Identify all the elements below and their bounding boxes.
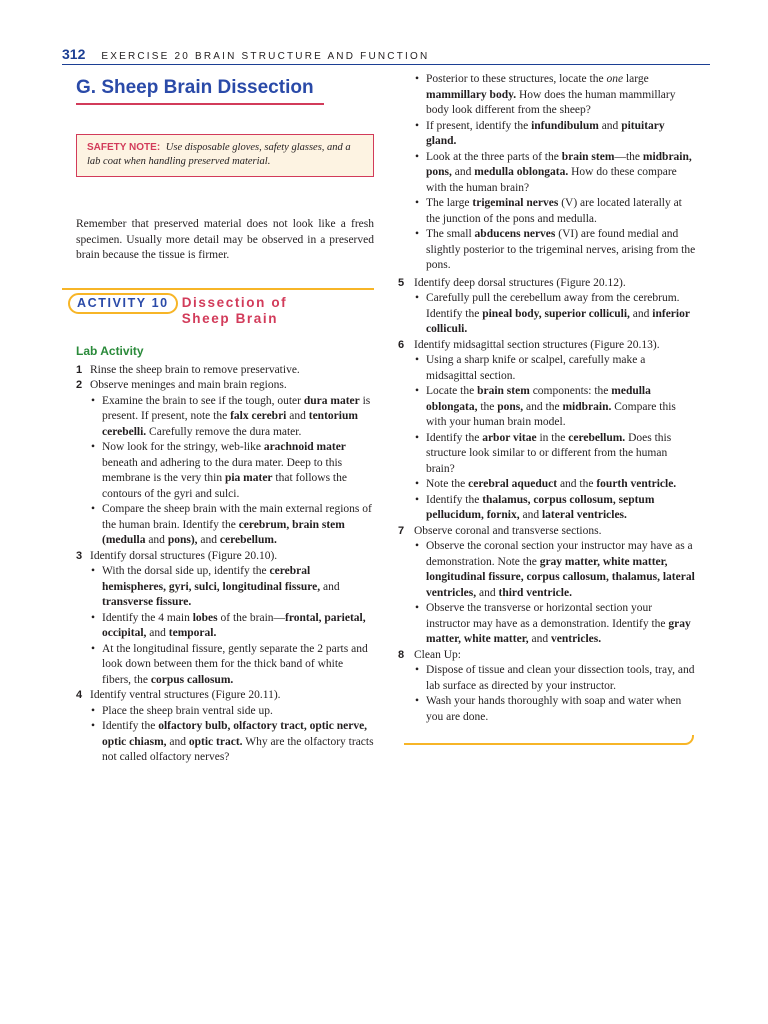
substep-list <box>414 353 696 524</box>
activity-label: ACTIVITY 10 <box>68 293 178 314</box>
step-text: Rinse the sheep brain to remove preservative. <box>90 363 300 376</box>
section-title: G. Sheep Brain Dissection <box>76 77 314 98</box>
steps-list-right <box>396 276 696 726</box>
substep-item: • The small abducens nerves (VI) are found medial and slightly posterior to the trigeminal nerves, arising from the pons. <box>414 227 696 274</box>
substep-item: • Observe the coronal section your instructor may have as a demonstration. Note the gray matter, white matter, longitudinal fissure, corpus callosum, thalamus, lateral ventricles, and third ventricle. <box>414 539 696 601</box>
substep-item: • At the longitudinal fissure, gently separate the 2 parts and look down between them for the thick band of white fibers, the corpus callosum. <box>90 642 374 689</box>
step-item <box>62 688 374 766</box>
substep-item: • Identify the olfactory bulb, olfactory tract, optic nerve, optic chiasm, and optic tract. Why are the olfactory tracts not called olfactory nerves? <box>90 719 374 766</box>
safety-note-text: Use disposable gloves, safety glasses, and a lab coat when handling preserved material. <box>87 142 351 167</box>
substep-list <box>414 291 696 338</box>
step-item <box>62 549 374 689</box>
step-number: 5 <box>398 276 405 289</box>
substep-item: • Carefully pull the cerebellum away from the cerebrum. Identify the pineal body, superior colliculi, and inferior colliculi. <box>414 291 696 338</box>
substep-item: • Dispose of tissue and clean your dissection tools, tray, and lab surface as directed by your instructor. <box>414 663 696 694</box>
safety-note-box <box>76 134 374 177</box>
substep-item: • Note the cerebral aqueduct and the fourth ventricle. <box>414 477 696 493</box>
substep-item: • Place the sheep brain ventral side up. <box>90 704 374 720</box>
safety-note-label: SAFETY NOTE: <box>87 142 161 153</box>
running-head: EXERCISE 20 BRAIN STRUCTURE AND FUNCTION <box>101 51 430 62</box>
substep-item: • Identify the 4 main lobes of the brain—frontal, parietal, occipital, and temporal. <box>90 611 374 642</box>
step-number: 2 <box>76 379 83 391</box>
step-item <box>396 524 696 648</box>
substep-item: • Identify the arbor vitae in the cerebellum. Does this structure look similar to or different from the human brain? <box>414 431 696 478</box>
substep-list <box>90 704 374 766</box>
step-number: 6 <box>398 338 405 351</box>
page-number: 312 <box>62 46 86 62</box>
substep-item: • Compare the sheep brain with the main external regions of the human brain. Identify the cerebrum, brain stem (medulla and pons), and cerebellum. <box>90 502 374 549</box>
substep-item: • With the dorsal side up, identify the cerebral hemispheres, gyri, sulci, longitudinal fissure, and transverse fissure. <box>90 564 374 611</box>
lab-activity-heading: Lab Activity <box>76 343 144 358</box>
substep-item: • The large trigeminal nerves (V) are located laterally at the junction of the pons and medulla. <box>414 196 696 227</box>
substep-item: • Look at the three parts of the brain stem—the midbrain, pons, and medulla oblongata. How do these compare with the human brain? <box>414 150 696 197</box>
substep-list <box>90 394 374 549</box>
header-rule <box>62 64 710 65</box>
substep-item: • Identify the thalamus, corpus collosum, septum pellucidum, fornix, and lateral ventricles. <box>414 493 696 524</box>
page-header <box>62 46 702 64</box>
step-text: Clean Up: <box>414 648 461 661</box>
substep-item: • Wash your hands thoroughly with soap and water when you are done. <box>414 694 696 725</box>
substep-item: • Locate the brain stem components: the medulla oblongata, the pons, and the midbrain. Compare this with your human brain model. <box>414 384 696 431</box>
activity-banner <box>68 293 374 328</box>
steps-continued-list <box>396 72 696 274</box>
step-number: 7 <box>398 524 405 537</box>
step-item <box>396 276 696 338</box>
step-item <box>62 363 374 379</box>
step-number: 3 <box>76 549 83 562</box>
step-text: Identify deep dorsal structures (Figure 20.12). <box>414 276 626 289</box>
step-item <box>396 338 696 524</box>
left-column <box>62 72 374 766</box>
step-item <box>396 648 696 726</box>
activity-end-rule <box>404 735 694 745</box>
activity-title: Dissection of Sheep Brain <box>181 294 288 326</box>
step-number: 4 <box>76 689 83 701</box>
substep-item: • Examine the brain to see if the tough, outer dura mater is present. If present, note the falx cerebri and tentorium cerebelli. Carefully remove the dura mater. <box>90 394 374 441</box>
step-number: 1 <box>76 363 83 376</box>
steps-list-left <box>62 363 374 766</box>
title-underline <box>76 103 324 105</box>
step-item <box>62 378 374 549</box>
substep-item: • Using a sharp knife or scalpel, carefully make a midsagittal section. <box>414 353 696 384</box>
step-text: Identify dorsal structures (Figure 20.10). <box>90 549 278 562</box>
substep-item: • Posterior to these structures, locate the one large mammillary body. How does the human mammillary body look different from the sheep? <box>414 72 696 119</box>
substep-item: • Observe the transverse or horizontal section your instructor may have as a demonstration. Identify the gray matter, white matter, and ventricles. <box>414 601 696 648</box>
activity-rule <box>62 288 374 290</box>
step-text: Observe meninges and main brain regions. <box>90 379 287 391</box>
substep-item: • Now look for the stringy, web-like arachnoid mater beneath and adhering to the dura mater. Deep to this membrane is the very thin pia mater that follows the contours of the gyri and sulci. <box>90 440 374 502</box>
substep-list <box>414 539 696 648</box>
substep-list <box>414 663 696 725</box>
step-text: Observe coronal and transverse sections. <box>414 524 602 537</box>
step-text: Identify ventral structures (Figure 20.11). <box>90 689 281 701</box>
right-column <box>396 72 696 745</box>
substep-list <box>90 564 374 688</box>
step-text: Identify midsagittal section structures (Figure 20.13). <box>414 338 660 351</box>
step-number: 8 <box>398 648 405 661</box>
intro-paragraph: Remember that preserved material does not look like a fresh specimen. Usually more detail may be observed in a preserved brain because the tissue is firmer. <box>76 218 374 261</box>
substep-item: • If present, identify the infundibulum and pituitary gland. <box>414 119 696 150</box>
